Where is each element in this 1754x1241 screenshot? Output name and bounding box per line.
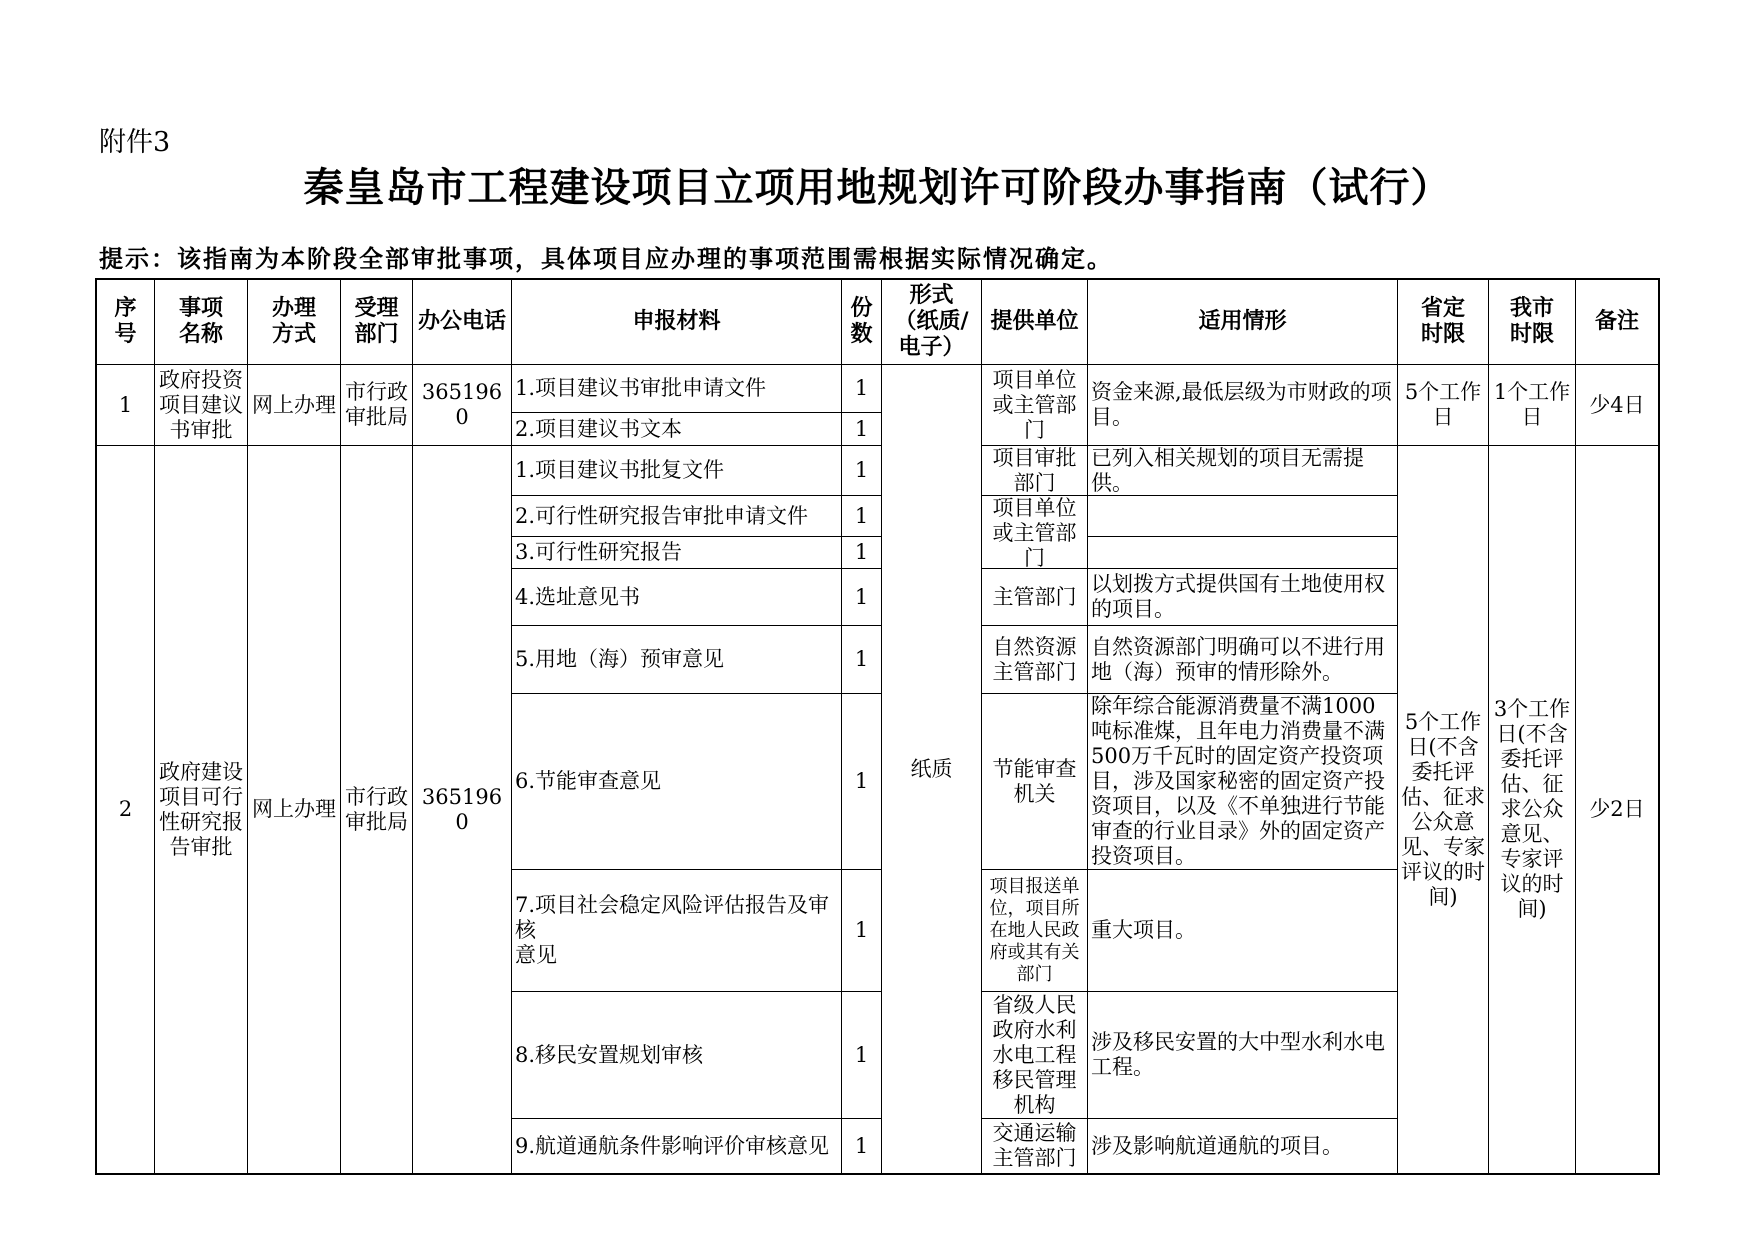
header-city-limit-cell xyxy=(1489,280,1576,365)
row-2-material-9-copies: 1 xyxy=(854,1133,869,1158)
row-2-applicable-9: 涉及影响航道通航的项目。 xyxy=(1091,1133,1343,1158)
row-2-applicable-5: 自然资源部门明确可以不进行用地（海）预审的情形除外。 xyxy=(1091,634,1385,684)
row-1-city-limit-cell xyxy=(1489,365,1576,446)
row-2-material-6-copies: 1 xyxy=(854,769,869,793)
row-1-provincial-limit: 5个工作日 xyxy=(1404,380,1482,429)
row-2-provider-5: 自然资源主管部门 xyxy=(992,634,1077,684)
row-2-material-8-cell xyxy=(512,992,842,1119)
header-provincial-limit: 省定时限 xyxy=(1420,296,1465,347)
header-applicable: 适用情形 xyxy=(1198,309,1287,334)
row-2-handling-method: 网上办理 xyxy=(252,797,336,821)
row-1-city-limit: 1个工作日 xyxy=(1493,380,1571,429)
row-2-material-8-copies: 1 xyxy=(854,1042,869,1067)
row-2-applicable-4-cell xyxy=(1088,569,1398,626)
row-1-material-1-copies: 1 xyxy=(854,376,869,400)
row-2-material-8: 8.移民安置规划审核 xyxy=(515,1042,704,1067)
row-2-office-phone-cell xyxy=(413,446,512,1174)
row-2-office-phone: 3651960 xyxy=(421,784,503,834)
header-provider-cell xyxy=(982,280,1088,365)
row-2-accepting-dept-cell xyxy=(341,446,413,1174)
header-applicable-cell xyxy=(1088,280,1398,365)
row-1-material-2: 2.项目建议书文本 xyxy=(515,416,683,441)
row-2-provider-4: 主管部门 xyxy=(992,584,1077,609)
row-2-accepting-dept: 市行政审批局 xyxy=(345,784,408,834)
header-materials-cell xyxy=(512,280,842,365)
row-2-remarks-cell xyxy=(1576,446,1659,1174)
row-2-provider-9-cell xyxy=(982,1119,1088,1174)
header-handling-method-cell xyxy=(248,280,341,365)
row-2-material-6-cell xyxy=(512,694,842,870)
row-2-material-7: 7.项目社会稳定风险评估报告及审核 意见 xyxy=(515,893,830,967)
row-2-material-1: 1.项目建议书批复文件 xyxy=(515,458,725,482)
row-2-provider-8: 省级人民政府水利水电工程移民管理机构 xyxy=(992,992,1077,1117)
row-2-provider-1-cell xyxy=(982,446,1088,496)
row-2-material-4: 4.选址意见书 xyxy=(515,584,641,609)
row-1-material-2-copies-cell xyxy=(842,413,882,446)
row-1-provider: 项目单位或主管部门 xyxy=(992,367,1077,442)
row-2-material-3-cell xyxy=(512,537,842,569)
row-1-applicable: 资金来源,最低层级为市财政的项目。 xyxy=(1091,380,1392,429)
row-1-applicable-cell xyxy=(1088,365,1398,446)
row-2-provincial-limit: 5个工作日(不含委托评估、征求公众意见、专家评议的时间) xyxy=(1401,709,1485,909)
row-2-material-8-copies-cell xyxy=(842,992,882,1119)
row-2-city-limit-cell xyxy=(1489,446,1576,1174)
row-2-material-3: 3.可行性研究报告 xyxy=(515,540,683,564)
row-1-seq-cell xyxy=(97,365,155,446)
row-2-seq-cell xyxy=(97,446,155,1174)
row-2-applicable-4: 以划拨方式提供国有土地使用权的项目。 xyxy=(1091,572,1385,621)
row-2-applicable-8: 涉及移民安置的大中型水利水电工程。 xyxy=(1091,1030,1385,1079)
form-value: 纸质 xyxy=(910,756,953,781)
header-item-name: 事项名称 xyxy=(178,296,223,347)
row-2-provider-9: 交通运输主管部门 xyxy=(992,1121,1077,1170)
row-1-material-2-copies: 1 xyxy=(854,416,869,441)
row-1-material-1: 1.项目建议书审批申请文件 xyxy=(515,376,767,400)
row-2-applicable-6-cell xyxy=(1088,694,1398,870)
row-2-material-5: 5.用地（海）预审意见 xyxy=(515,647,725,671)
row-2-applicable-6: 除年综合能源消费量不满1000吨标准煤，且年电力消费量不满500万千瓦时的固定资产投资项目，涉及国家秘密的固定资产投资项目，以及《不单独进行节能审查的行业目录》外的固定资产投资项目。 xyxy=(1091,694,1385,868)
row-2-material-2-copies: 1 xyxy=(854,503,869,528)
header-office-phone: 办公电话 xyxy=(417,309,506,334)
attachment-label: 附件3 xyxy=(99,127,171,158)
header-remarks-cell xyxy=(1576,280,1659,365)
header-handling-method: 办理方式 xyxy=(271,296,316,347)
row-2-material-4-copies: 1 xyxy=(854,584,869,609)
row-2-material-3-copies: 1 xyxy=(854,540,869,564)
row-2-provider-7-cell xyxy=(982,870,1088,992)
header-city-limit: 我市时限 xyxy=(1509,296,1554,347)
row-2-material-9: 9.航道通航条件影响评价审核意见 xyxy=(515,1133,830,1158)
row-2-provider-5-cell xyxy=(982,626,1088,694)
row-2-provider-7: 项目报送单位，项目所在地人民政府或其有关部门 xyxy=(989,875,1080,985)
row-1-remarks: 少4日 xyxy=(1589,392,1645,417)
hint-text: 提示：该指南为本阶段全部审批事项，具体项目应办理的事项范围需根据实际情况确定。 xyxy=(99,245,1113,273)
row-1-provider-cell xyxy=(982,365,1088,446)
row-2-material-9-copies-cell xyxy=(842,1119,882,1174)
row-1-accepting-dept-cell xyxy=(341,365,413,446)
row-2-city-limit: 3个工作日(不含委托评估、征求公众意见、专家评议的时间) xyxy=(1493,697,1571,921)
row-2-provider-2-cell xyxy=(982,496,1088,569)
header-materials: 申报材料 xyxy=(632,309,721,334)
header-remarks: 备注 xyxy=(1594,309,1639,334)
row-1-material-2-cell xyxy=(512,413,842,446)
row-2-material-5-copies-cell xyxy=(842,626,882,694)
row-2-material-9-cell xyxy=(512,1119,842,1174)
row-1-item-name-cell xyxy=(155,365,248,446)
row-2-material-5-copies: 1 xyxy=(854,647,869,671)
row-2-material-5-cell xyxy=(512,626,842,694)
row-2-material-1-cell xyxy=(512,446,842,496)
header-item-name-cell xyxy=(155,280,248,365)
row-1-handling-method: 网上办理 xyxy=(252,392,336,417)
form-cell xyxy=(882,365,982,1174)
row-1-seq: 1 xyxy=(118,392,133,417)
row-2-seq: 2 xyxy=(118,797,133,821)
row-1-office-phone-cell xyxy=(413,365,512,446)
header-copies-cell xyxy=(842,280,882,365)
row-2-applicable-7-cell xyxy=(1088,870,1398,992)
row-2-provider-4-cell xyxy=(982,569,1088,626)
row-2-material-1-copies: 1 xyxy=(854,458,869,482)
row-2-material-6: 6.节能审查意见 xyxy=(515,769,662,793)
header-accepting-dept-cell xyxy=(341,280,413,365)
row-2-provider-8-cell xyxy=(982,992,1088,1119)
row-2-material-1-copies-cell xyxy=(842,446,882,496)
row-2-applicable-2-cell xyxy=(1088,496,1398,537)
row-2-material-2: 2.可行性研究报告审批申请文件 xyxy=(515,503,809,528)
row-1-provincial-limit-cell xyxy=(1398,365,1489,446)
row-1-item-name: 政府投资项目建议书审批 xyxy=(159,367,243,442)
row-2-provider-2: 项目单位或主管部门 xyxy=(992,496,1077,569)
header-accepting-dept: 受理部门 xyxy=(354,296,399,347)
row-1-material-1-cell xyxy=(512,365,842,413)
row-2-applicable-3-cell xyxy=(1088,537,1398,569)
page-title: 秦皇岛市工程建设项目立项用地规划许可阶段办事指南（试行） xyxy=(303,165,1452,211)
header-seq-cell xyxy=(97,280,155,365)
row-2-material-2-cell xyxy=(512,496,842,537)
row-2-material-3-copies-cell xyxy=(842,537,882,569)
row-2-applicable-9-cell xyxy=(1088,1119,1398,1174)
guide-table xyxy=(95,278,1660,1175)
row-2-remarks: 少2日 xyxy=(1589,797,1645,821)
header-provincial-limit-cell xyxy=(1398,280,1489,365)
row-2-applicable-1-cell xyxy=(1088,446,1398,496)
row-2-applicable-7: 重大项目。 xyxy=(1091,918,1196,942)
row-1-accepting-dept: 市行政审批局 xyxy=(345,380,408,429)
row-2-material-7-cell xyxy=(512,870,842,992)
row-2-item-name-cell xyxy=(155,446,248,1174)
header-seq: 序号 xyxy=(114,296,137,347)
row-2-material-7-copies: 1 xyxy=(854,918,869,942)
row-1-remarks-cell xyxy=(1576,365,1659,446)
row-2-material-7-copies-cell xyxy=(842,870,882,992)
row-1-handling-method-cell xyxy=(248,365,341,446)
row-2-provider-6: 节能审查机关 xyxy=(992,756,1077,806)
header-office-phone-cell xyxy=(413,280,512,365)
row-2-material-4-copies-cell xyxy=(842,569,882,626)
row-1-office-phone: 3651960 xyxy=(421,380,503,429)
header-form: 形式 （纸质/ 电子） xyxy=(894,283,969,360)
row-2-material-6-copies-cell xyxy=(842,694,882,870)
row-2-material-4-cell xyxy=(512,569,842,626)
row-2-applicable-8-cell xyxy=(1088,992,1398,1119)
row-2-applicable-5-cell xyxy=(1088,626,1398,694)
row-1-material-1-copies-cell xyxy=(842,365,882,413)
header-provider: 提供单位 xyxy=(990,309,1079,334)
header-form-cell xyxy=(882,280,982,365)
row-2-provider-6-cell xyxy=(982,694,1088,870)
header-copies: 份数 xyxy=(850,296,873,347)
row-2-material-2-copies-cell xyxy=(842,496,882,537)
row-2-provider-1: 项目审批部门 xyxy=(992,446,1077,495)
row-2-provincial-limit-cell xyxy=(1398,446,1489,1174)
row-2-applicable-1: 已列入相关规划的项目无需提供。 xyxy=(1091,446,1364,495)
row-2-handling-method-cell xyxy=(248,446,341,1174)
row-2-item-name: 政府建设项目可行性研究报告审批 xyxy=(159,759,243,859)
